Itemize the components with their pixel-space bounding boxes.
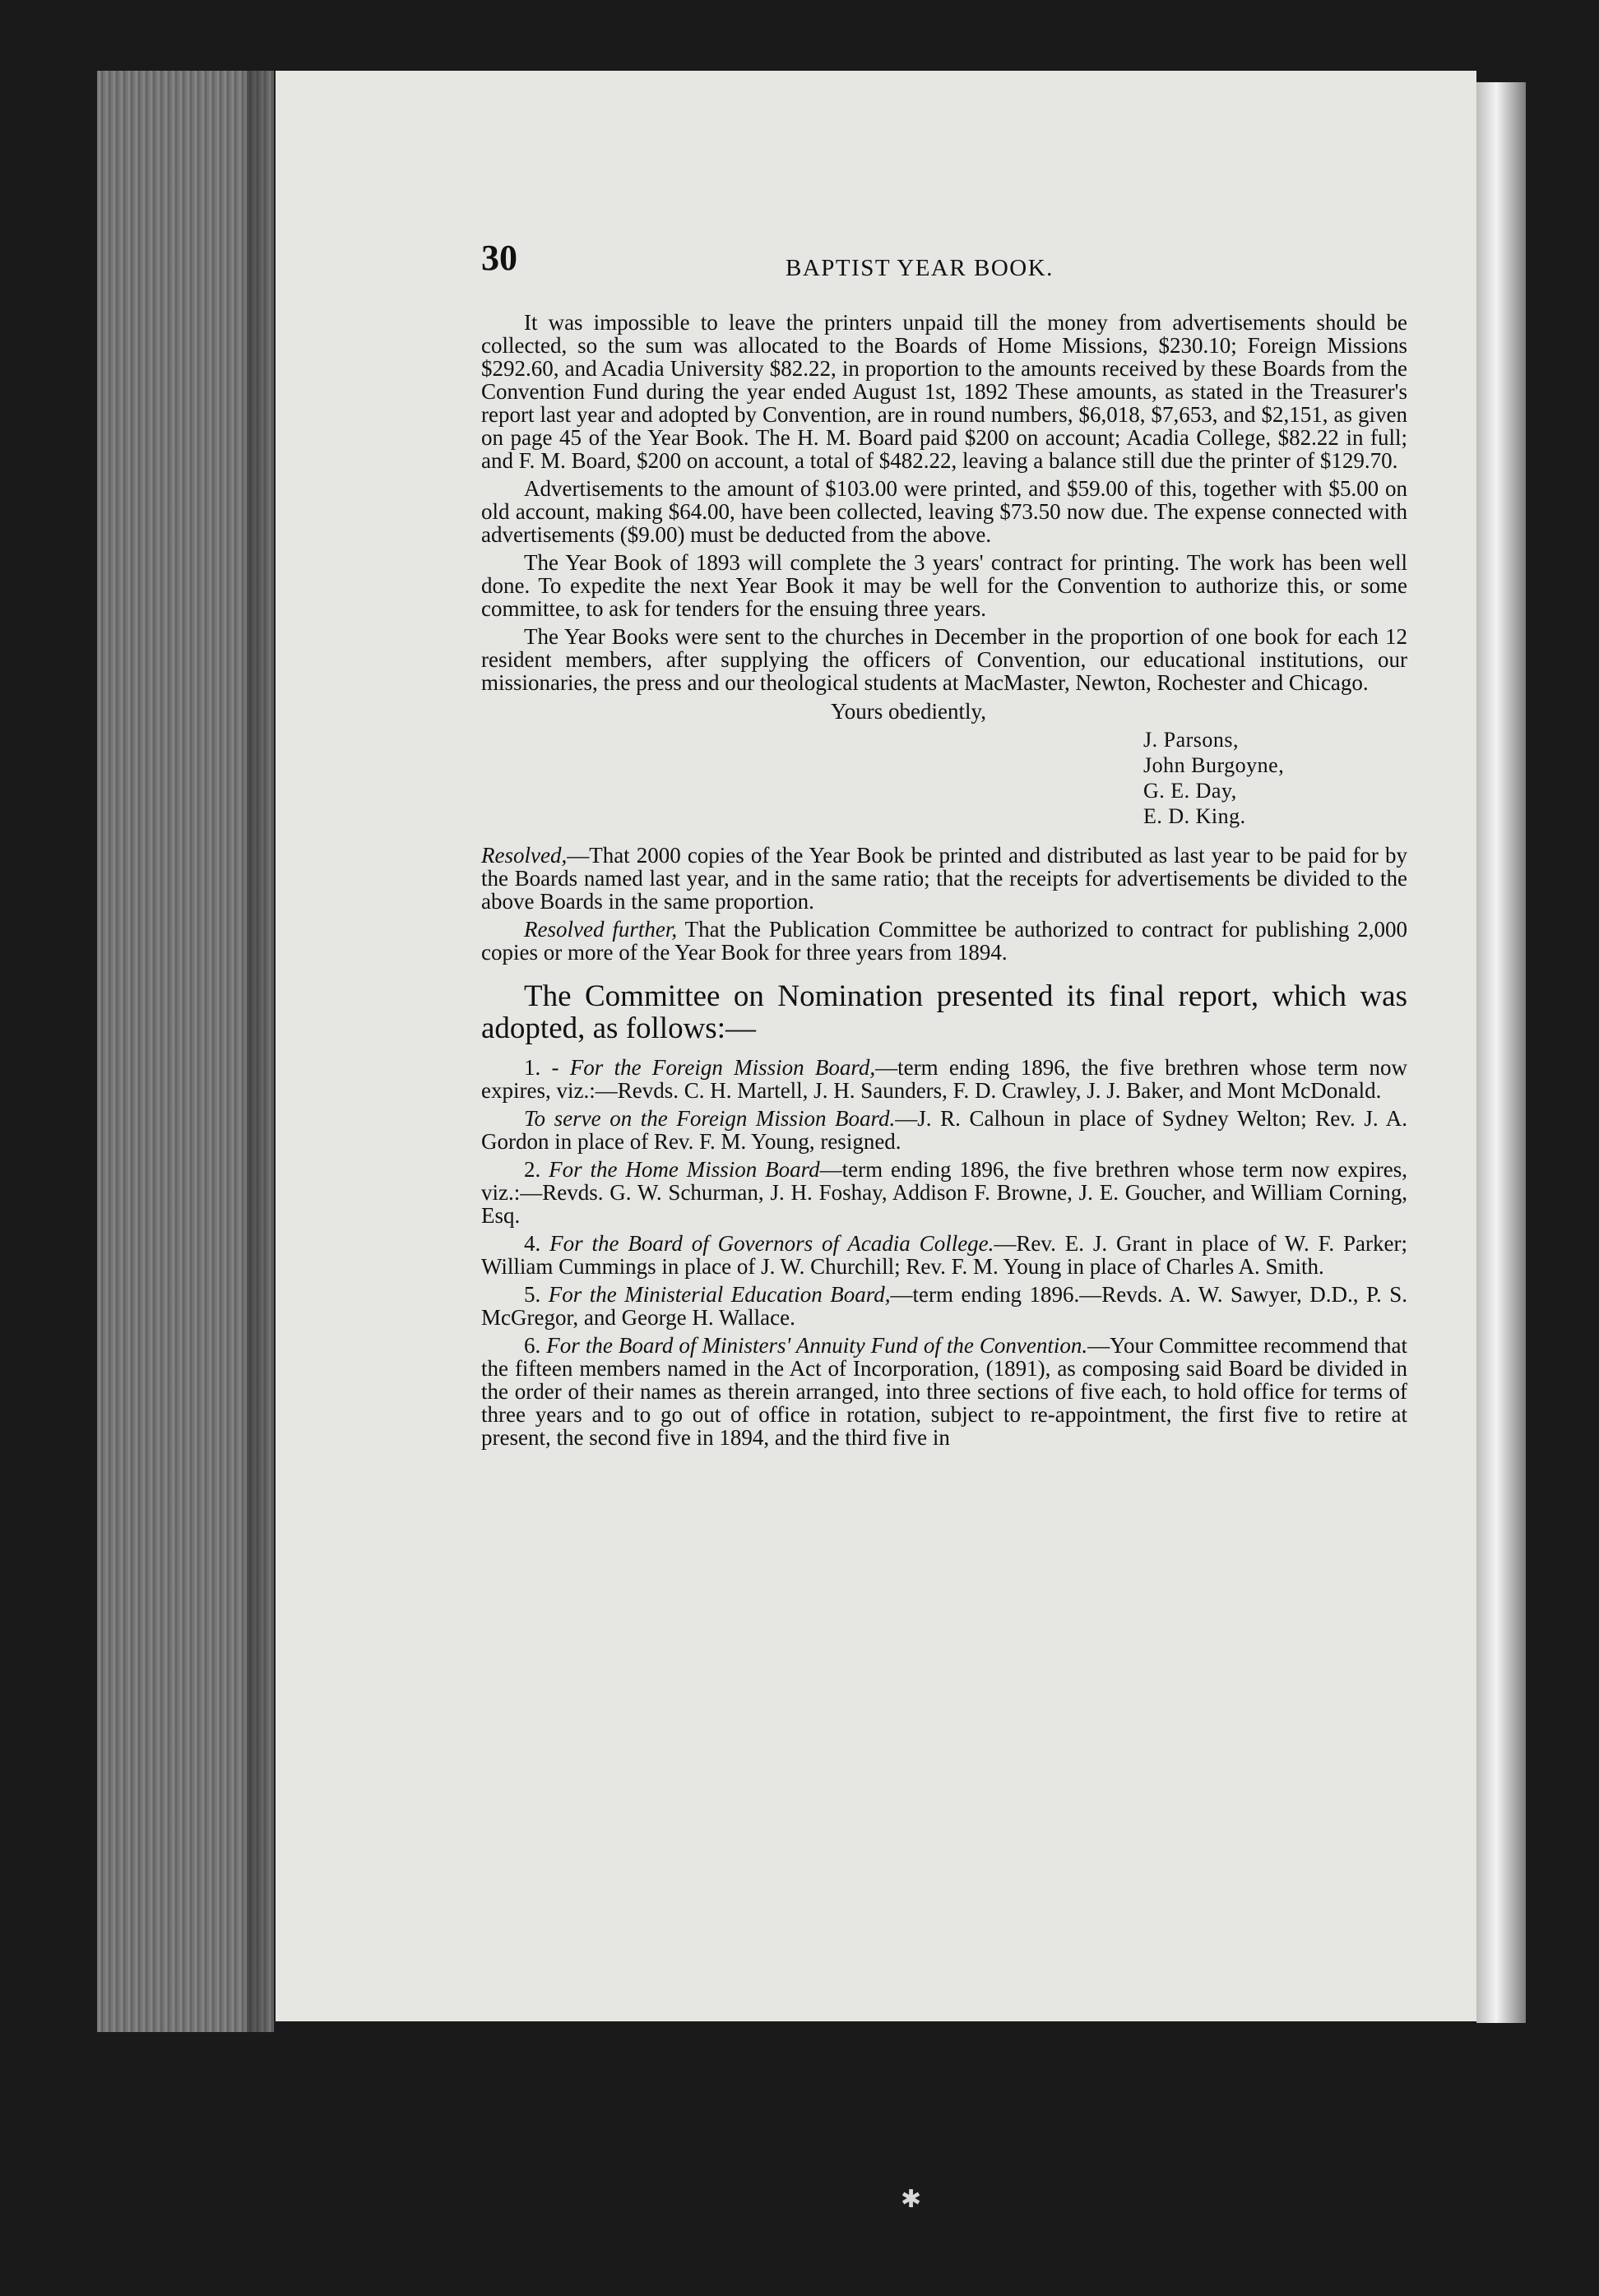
nomination-item [481, 1232, 1407, 1278]
item-text: —Rev. E. J. Grant in place of W. F. Parker; William Cummings in place of J. W. Churchill; Rev. F. M. Young in place of Charles A. Smith. [481, 1231, 1408, 1279]
nomination-item [481, 1107, 1407, 1153]
item-text: —Your Committee recommend that the fifteen members named in the Act of Incorporation, (1891), as composing said Board be divided in the order of their names as therein arranged, into three sections of five each, to hold office for terms of three years and to go out of office in rotation, subject to re-appointment, the first five to retire at present, the second five in 1894, and the third five in [481, 1333, 1407, 1450]
page-number: 30 [481, 238, 517, 278]
resolution-text: —That 2000 copies of the Year Book be printed and distributed as last year to be paid for by the Boards named last year, and in the same ratio; that the receipts for advertisements be divided to the above Boards in the same proportion. [481, 843, 1407, 914]
closing-line: Yours obediently, [831, 699, 987, 724]
spacer [481, 829, 1407, 844]
signatory: John Burgoyne, [1143, 753, 1285, 777]
nomination-item [481, 1334, 1407, 1449]
report-paragraph-1: It was impossible to leave the printers unpaid till the money from advertisements should be collected, so the sum was allocated to the Boards of Home Missions, $230.10; Foreign Missions $292.60, and Acadia University $82.22, in proportion to the amounts received by these Boards from the Convention Fund during the year ended August 1st, 1892 These amounts, as stated in the Treasurer's report last year and adopted by Convention, are in round numbers, $6,018, $7,653, and $2,151, as given on page 45 of the Year Book. The H. M. Board paid $200 on account; Acadia College, $82.22 in full; and F. M. Board, $200 on account, a total of $482.22, leaving a balance still due the printer of $129.70. [481, 310, 1407, 473]
item-text: —J. R. Calhoun in place of Sydney Welton; Rev. J. A. Gordon in place of Rev. F. M. Young, resigned. [481, 1106, 1407, 1154]
nomination-heading: The Committee on Nomination presented its final report, which was adopted, as follows:— [481, 979, 1407, 1045]
item-text: —term ending 1896.—Revds. A. W. Sawyer, D.D., P. S. McGregor, and George H. Wallace. [481, 1282, 1408, 1330]
running-head: BAPTIST YEAR BOOK. [786, 255, 1054, 281]
item-number: 5. [524, 1282, 549, 1307]
item-number: 4. [524, 1231, 550, 1256]
item-label: To serve on the Foreign Mission Board. [524, 1106, 896, 1131]
item-number: 6. [524, 1333, 547, 1358]
report-paragraph-4: The Year Books were sent to the churches in December in the proportion of one book for each 12 resident members, after supplying the officers of Convention, our educational institutions, our missionaries, the press and our theological students at MacMaster, Newton, Rochester and Chicago. [481, 624, 1407, 695]
item-number: 2. [524, 1157, 549, 1182]
signatory: E. D. King. [1143, 804, 1246, 828]
nomination-item [481, 1158, 1407, 1227]
resolution-label: Resolved further, [524, 917, 678, 942]
dust-speck: ✱ [901, 2186, 922, 2213]
item-number: 1. - [524, 1055, 570, 1080]
page-header [481, 237, 1407, 294]
facing-page-edge [1476, 82, 1526, 2023]
report-paragraph-2: Advertisements to the amount of $103.00 were printed, and $59.00 of this, together with $5.00 on old account, making $64.00, have been collected, leaving $73.50 now due. The expense connected with advertisements ($9.00) must be deducted from the above. [481, 476, 1407, 547]
item-label: For the Foreign Mission Board, [569, 1055, 876, 1080]
item-text: —term ending 1896, the five brethren whose term now expires, viz.:—Revds. C. H. Martell, J. H. Saunders, F. D. Crawley, J. J. Baker, and Mont McDonald. [481, 1055, 1408, 1103]
resolution-2 [481, 918, 1407, 964]
resolution-label: Resolved, [481, 843, 568, 868]
resolution-text: That the Publication Committee be authorized to contract for publishing 2,000 copies or more of the Year Book for three years from 1894. [481, 917, 1407, 965]
signatory: G. E. Day, [1143, 779, 1237, 803]
resolution-1 [481, 844, 1407, 913]
item-label: For the Board of Ministers' Annuity Fund of the Convention. [546, 1333, 1088, 1358]
item-label: For the Board of Governors of Acadia College. [549, 1231, 994, 1256]
nomination-item [481, 1056, 1407, 1102]
page-gutter-shadow [247, 71, 280, 2032]
item-label: For the Ministerial Education Board, [548, 1282, 891, 1307]
report-paragraph-3: The Year Book of 1893 will complete the 3 years' contract for printing. The work has been well done. To expedite the next Year Book it may be well for the Convention to authorize this, or some committee, to ask for tenders for the ensuing three years. [481, 550, 1407, 621]
item-label: For the Home Mission Board [549, 1157, 820, 1182]
item-text: —term ending 1896, the five brethren whose term now expires, viz.:—Revds. G. W. Schurman, J. H. Foshay, Addison F. Browne, J. E. Goucher, and William Corning, Esq. [481, 1157, 1407, 1228]
signatory: J. Parsons, [1143, 728, 1240, 752]
nomination-item [481, 1283, 1407, 1329]
page-content [481, 237, 1407, 1454]
